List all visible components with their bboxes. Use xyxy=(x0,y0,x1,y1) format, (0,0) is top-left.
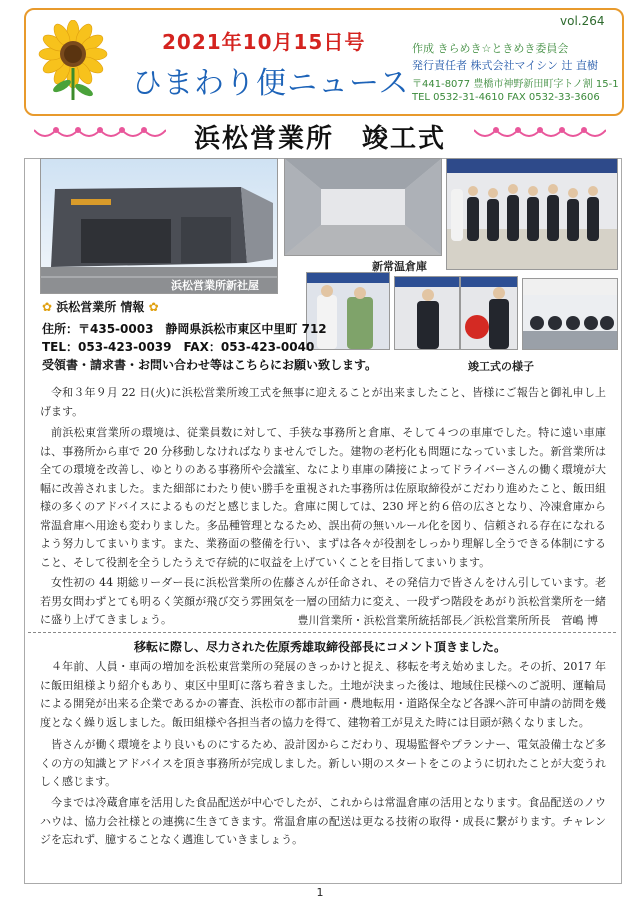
issue-date: 2021年10月15日号 xyxy=(162,30,366,54)
group-photo xyxy=(446,158,618,270)
ceremony-photo-3 xyxy=(460,276,518,350)
body-paragraph-6: 今までは冷蔵倉庫を活用した食品配送が中心でしたが、これからは常温倉庫の活用となります。食品配送のノウハウは、協力会社様との連携に生きてきます。常温倉庫の配送は更なる技術の取得・成長に繋がります。チャレンジを忘れず、臆することなく邁進していきましょう。 xyxy=(40,796,606,846)
body-paragraph-2: 前浜松東営業所の環境は、従業員数に対して、手狭な事務所と倉庫、そして４つの車庫でした。特に遠い車庫は、事務所から車で 20 分移動しなければなりませんでした。建物の老朽化も問題になっていました。新営業所は全ての環境を改善し、ゆとりのある事務所や会議室、なにより車庫の隣接によってドライバーさんの働く環境が大幅に改善されました。また細部にわたり使い勝手を重視された事務所は佐原取締役がこだわり進めたこと、飯田組様の多くのアドバイスによるものだと感じました。倉庫に関しては、230 坪と約６倍の広さとなり、冷凍倉庫から常温倉庫へ用途も変わりました。多品種管理となるため、誤出荷の無いルール化を図り、信頼される存在になれるよう努力してまいります。また、業務面の整備を行い、まずは各々が役割をしっかり理解し全うできる体制にすること、そして役割を全うしたうえで存続的に収益を上げていくことを目指してまいります。 xyxy=(40,426,606,569)
sunflower-icon xyxy=(34,20,112,104)
ceremony-photo-4 xyxy=(522,278,618,350)
publisher-line: 発行責任者 株式会社マイシン 辻 直樹 xyxy=(412,59,598,72)
article-title: 浜松営業所 竣工式 xyxy=(193,124,446,154)
body-paragraph-1: 令和３年９月 22 日(火)に浜松営業所竣工式を無事に迎えることが出来ましたこと、皆様にご報告と御礼申し上げます。 xyxy=(40,386,606,418)
volume-number: vol.264 xyxy=(560,14,605,28)
office-info-heading xyxy=(42,298,159,315)
newsletter-title: ひまわり便ニュース xyxy=(132,66,410,101)
ceremony-photo-1 xyxy=(306,272,390,350)
sunflower-mini-icon: ✿ xyxy=(42,300,53,314)
ceremony-photo-2 xyxy=(394,276,460,350)
section-divider xyxy=(28,632,616,633)
ceremony-caption: 竣工式の様子 xyxy=(468,360,534,373)
comment-heading: 移転に際し、尽力された佐原秀雄取締役部長にコメント頂きました。 xyxy=(133,640,506,654)
building-caption: 浜松営業所新社屋 xyxy=(171,279,259,292)
office-info-heading-text: 浜松営業所 情報 xyxy=(56,300,145,314)
body-paragraph-5: 皆さんが働く環境をより良いものにするため、設計図からこだわり、現場監督やプランナー、電気設備士など多くの方の知識とアドバイスを頂き事務所が完成しました。新しい期のスタートをこのように切れたことが大変うれしく感じます。 xyxy=(40,738,606,788)
page-number: 1 xyxy=(316,886,324,899)
warehouse-caption: 新常温倉庫 xyxy=(372,260,427,273)
office-address: 住所：〒435-0003 静岡県浜松市東区中里町 712 xyxy=(42,322,327,336)
warehouse-photo xyxy=(284,158,442,256)
address-line: 〒441-8077 豊橋市神野新田町字トノ割 15-1 xyxy=(412,79,619,90)
sunflower-mini-icon: ✿ xyxy=(148,300,159,314)
contact-line: TEL 0532-31-4610 FAX 0532-33-3606 xyxy=(412,92,600,103)
author-signature: 豊川営業所・浜松営業所統括部長／浜松営業所所長 菅嶋 博 xyxy=(297,614,598,627)
office-tel-fax: TEL：053-423-0039 FAX：053-423-0040 xyxy=(42,340,315,354)
office-note: 受領書・請求書・お問い合わせ等はこちらにお願い致します。 xyxy=(42,358,378,372)
building-photo xyxy=(40,158,278,294)
editor-line: 作成 きらめき☆ときめき委員会 xyxy=(412,42,569,55)
body-paragraph-4: ４年前、人員・車両の増加を浜松東営業所の発展のきっかけと捉え、移転を考え始めました。その折、2017 年に飯田組様より紹介もあり、東区中里町に落ち着きました。土地が決まった後は、地域住民様へのご説明、運輸局による開発が出来る企業であるかの審査、浜松市の都市計画・農地転用・道路保全など各課へ許可申請の訪問を幾度となく繰り返しました。飯田組様や各担当者の協力を得て、建物着工が見えた時には目頭が熱くなりました。 xyxy=(40,660,606,729)
body-paragraph-3: 女性初の 44 期総リーダー長に浜松営業所の佐藤さんが任命され、その発信力で皆さんをけん引しています。老若男女問わずとても明るく笑顔が飛び交う雰囲気を一層の団結力に変え、一段ずつ階段をあがり浜松営業所を一緒に盛り上げてきましょう。 xyxy=(40,576,606,626)
